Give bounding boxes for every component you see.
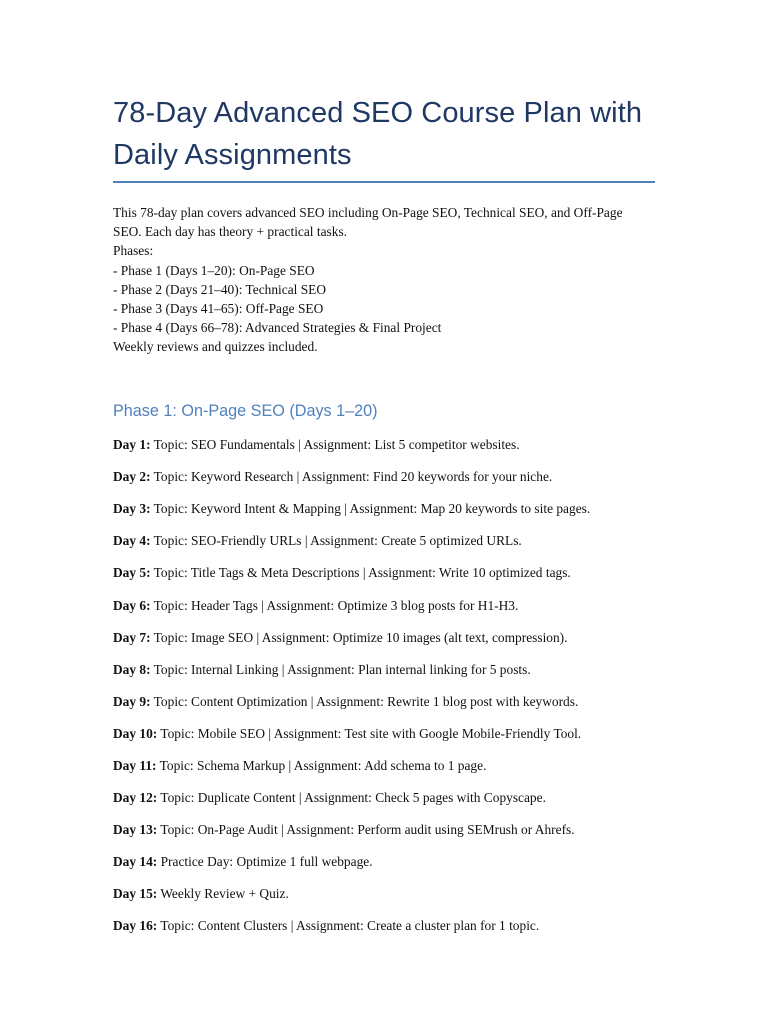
intro-line: - Phase 3 (Days 41–65): Off-Page SEO xyxy=(113,301,324,317)
day-item xyxy=(113,916,658,935)
day-label: Day 11: xyxy=(113,758,157,773)
day-label: Day 10: xyxy=(113,725,158,741)
day-item xyxy=(113,563,658,582)
day-text: Topic: Duplicate Content | Assignment: Check 5 pages with Copyscape. xyxy=(157,790,546,806)
day-item xyxy=(113,499,658,518)
day-label: Day 14: xyxy=(113,854,158,870)
day-item xyxy=(113,628,658,647)
day-text: Topic: Keyword Research | Assignment: Find 20 keywords for your niche. xyxy=(150,469,553,485)
day-text: Topic: Content Clusters | Assignment: Create a cluster plan for 1 topic. xyxy=(157,918,540,934)
day-list xyxy=(113,435,658,935)
day-label: Day 8: xyxy=(113,661,151,677)
day-text: Topic: Internal Linking | Assignment: Plan internal linking for 5 posts. xyxy=(150,661,531,677)
day-label: Day 2: xyxy=(113,469,151,485)
day-item xyxy=(113,596,658,615)
intro-paragraph xyxy=(113,203,658,357)
day-text: Topic: Image SEO | Assignment: Optimize 10 images (alt text, compression). xyxy=(150,629,568,645)
day-label: Day 12: xyxy=(113,790,158,806)
day-text: Topic: SEO Fundamentals | Assignment: List 5 competitor websites. xyxy=(150,437,520,453)
day-text: Topic: Keyword Intent & Mapping | Assignment: Map 20 keywords to site pages. xyxy=(150,501,591,517)
intro-line: - Phase 4 (Days 66–78): Advanced Strategies & Final Project xyxy=(113,320,442,336)
day-text: Topic: SEO-Friendly URLs | Assignment: Create 5 optimized URLs. xyxy=(150,533,522,549)
day-label: Day 13: xyxy=(113,822,158,838)
intro-line: - Phase 2 (Days 21–40): Technical SEO xyxy=(113,281,327,297)
day-item xyxy=(113,884,658,903)
intro-line: This 78-day plan covers advanced SEO including On-Page SEO, Technical SEO, and Off-Page xyxy=(113,205,623,220)
day-label: Day 16: xyxy=(113,918,158,934)
day-label: Day 1: xyxy=(113,437,151,453)
day-text: Topic: Title Tags & Meta Descriptions | Assignment: Write 10 optimized tags. xyxy=(150,565,571,581)
day-text: Topic: Mobile SEO | Assignment: Test site with Google Mobile-Friendly Tool. xyxy=(157,725,582,741)
day-item xyxy=(113,852,658,871)
intro-line: SEO. Each day has theory + practical tasks. xyxy=(113,224,348,240)
day-label: Day 7: xyxy=(113,629,151,645)
day-label: Day 4: xyxy=(113,533,151,549)
day-item xyxy=(113,435,658,454)
day-label: Day 15: xyxy=(113,886,158,902)
phase-heading: Phase 1: On-Page SEO (Days 1–20) xyxy=(113,401,378,420)
day-item xyxy=(113,724,658,743)
document-title xyxy=(113,92,658,176)
day-text: Weekly Review + Quiz. xyxy=(157,886,289,902)
day-label: Day 5: xyxy=(113,565,151,581)
day-text: Topic: On-Page Audit | Assignment: Perform audit using SEMrush or Ahrefs. xyxy=(157,822,575,838)
day-text: Topic: Header Tags | Assignment: Optimize 3 blog posts for H1-H3. xyxy=(150,597,519,613)
day-text: Practice Day: Optimize 1 full webpage. xyxy=(157,854,373,870)
day-item xyxy=(113,756,658,775)
day-item xyxy=(113,660,658,679)
day-label: Day 9: xyxy=(113,693,151,709)
day-item xyxy=(113,692,658,711)
title-line-2: Daily Assignments xyxy=(113,139,352,171)
day-item xyxy=(113,820,658,839)
day-label: Day 3: xyxy=(113,501,151,517)
day-item xyxy=(113,467,658,486)
day-item xyxy=(113,788,658,807)
title-line-1: 78-Day Advanced SEO Course Plan with xyxy=(113,97,643,129)
day-label: Day 6: xyxy=(113,597,151,613)
intro-line: - Phase 1 (Days 1–20): On-Page SEO xyxy=(113,262,315,278)
day-text: Topic: Content Optimization | Assignment: Rewrite 1 blog post with keywords. xyxy=(150,693,579,709)
intro-line: Phases: xyxy=(113,243,154,259)
document-page xyxy=(113,92,658,949)
day-text: Topic: Schema Markup | Assignment: Add schema to 1 page. xyxy=(156,758,487,773)
day-item xyxy=(113,531,658,550)
intro-line: Weekly reviews and quizzes included. xyxy=(113,339,318,355)
title-divider xyxy=(113,181,655,183)
